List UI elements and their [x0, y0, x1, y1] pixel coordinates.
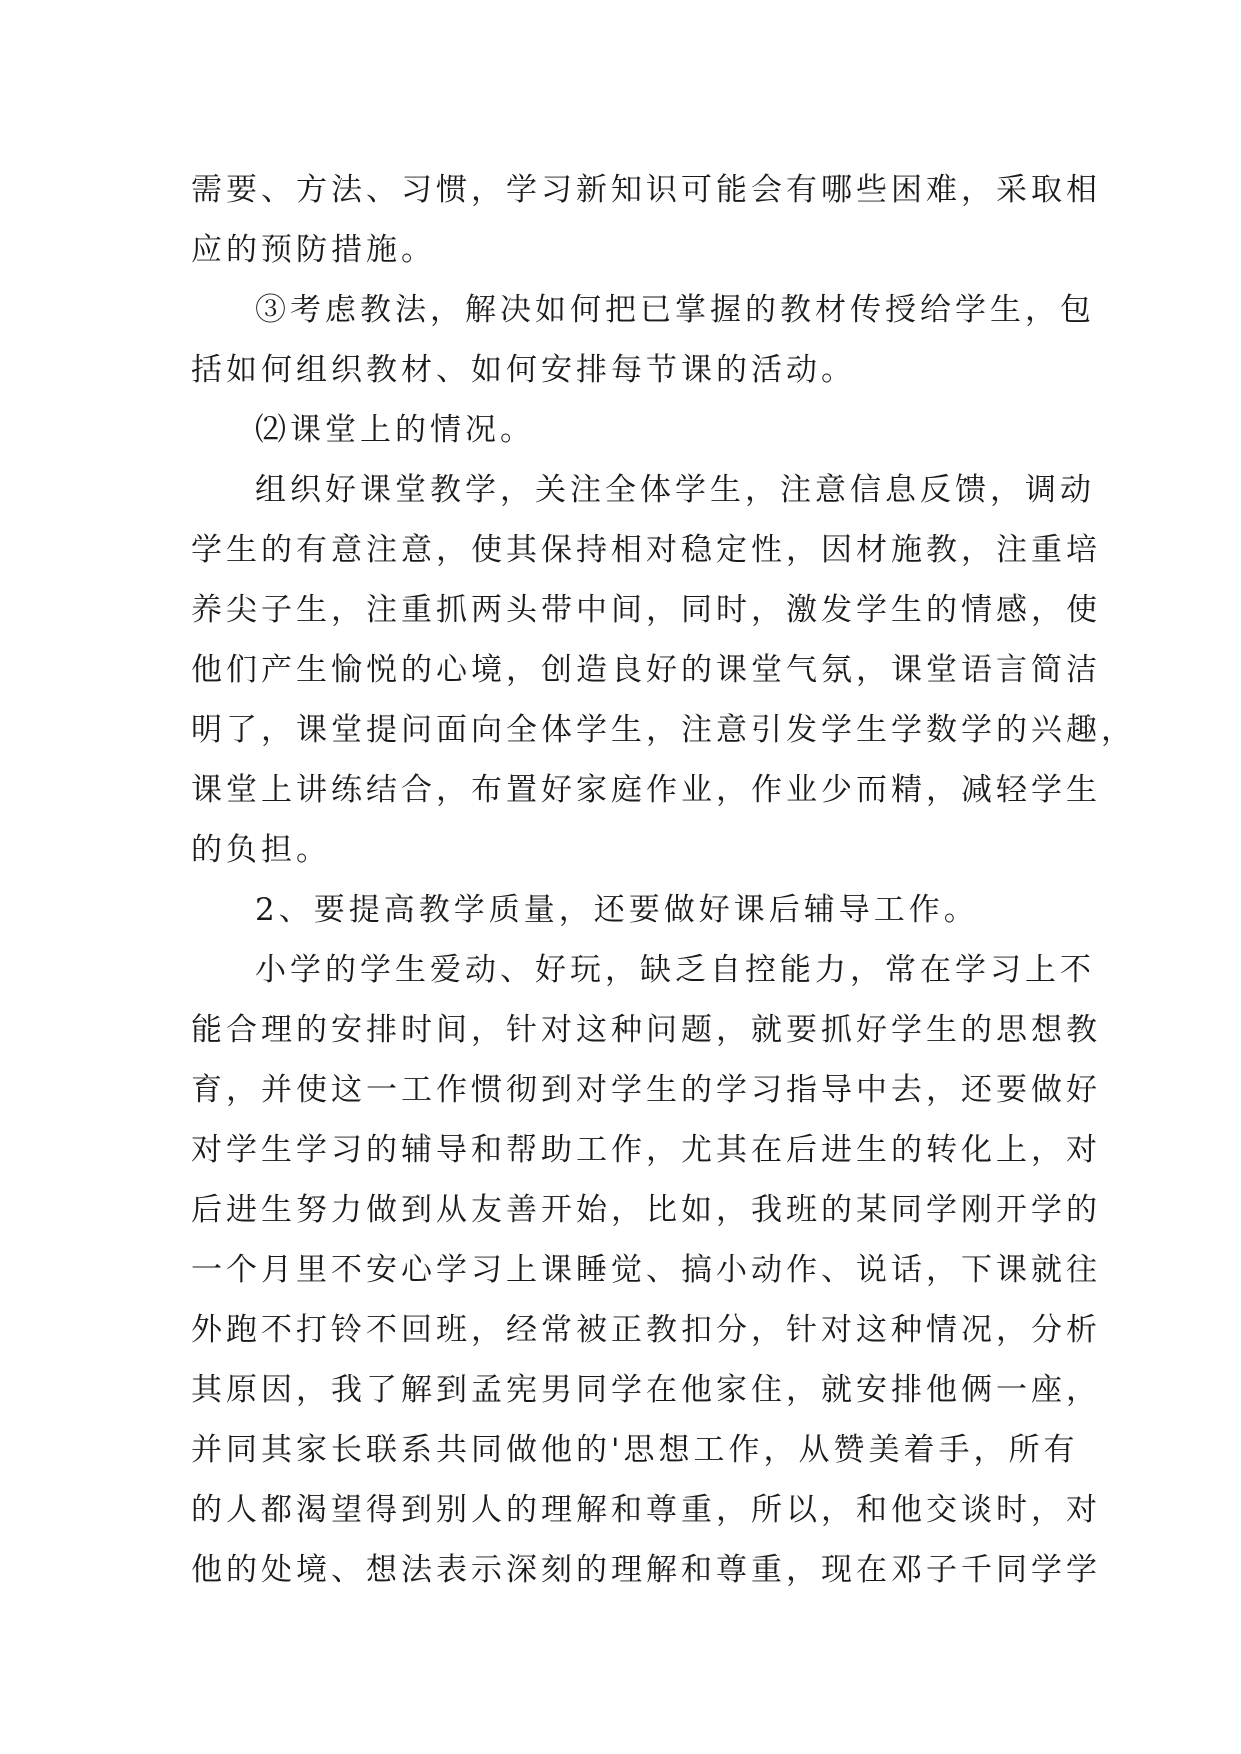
text-line: 小学的学生爱动、好玩，缺乏自控能力，常在学习上不 — [255, 952, 1095, 988]
paragraph-5 — [191, 880, 1051, 940]
paragraph-4 — [191, 460, 1136, 880]
text-line: 后进生努力做到从友善开始，比如，我班的某同学刚开学的 — [191, 1192, 1101, 1228]
text-line: 明了，课堂提问面向全体学生，注意引发学生学数学的兴趣， — [191, 712, 1136, 748]
text-line: 并同其家长联系共同做他的'思想工作，从赞美着手，所有 — [191, 1432, 1079, 1468]
text-line: 外跑不打铃不回班，经常被正教扣分，针对这种情况，分析 — [191, 1312, 1101, 1348]
paragraph-3 — [191, 400, 1051, 460]
paragraph-1 — [191, 160, 1101, 280]
text-line: 的人都渴望得到别人的理解和尊重，所以，和他交谈时，对 — [191, 1492, 1101, 1528]
text-line: 一个月里不安心学习上课睡觉、搞小动作、说话，下课就往 — [191, 1252, 1101, 1288]
text-line: 应的预防措施。 — [191, 232, 436, 268]
text-line: 课堂上讲练结合，布置好家庭作业，作业少而精，减轻学生 — [191, 772, 1101, 808]
text-line: 学生的有意注意，使其保持相对稳定性，因材施教，注重培 — [191, 532, 1101, 568]
text-line: 育，并使这一工作惯彻到对学生的学习指导中去，还要做好 — [191, 1072, 1101, 1108]
text-line: 组织好课堂教学，关注全体学生，注意信息反馈，调动 — [255, 472, 1095, 508]
text-line: ③考虑教法，解决如何把已掌握的教材传授给学生，包 — [255, 292, 1095, 328]
section-heading: ⑵课堂上的情况。 — [255, 412, 535, 448]
text-line: 他们产生愉悦的心境，创造良好的课堂气氛，课堂语言简洁 — [191, 652, 1101, 688]
section-heading: 2、要提高教学质量，还要做好课后辅导工作。 — [255, 892, 979, 928]
text-line: 其原因，我了解到孟宪男同学在他家住，就安排他俩一座， — [191, 1372, 1101, 1408]
text-line: 他的处境、想法表示深刻的理解和尊重，现在邓子千同学学 — [191, 1552, 1101, 1588]
paragraph-6 — [191, 940, 1101, 1600]
text-line: 养尖子生，注重抓两头带中间，同时，激发学生的情感，使 — [191, 592, 1101, 628]
text-line: 需要、方法、习惯，学习新知识可能会有哪些困难，采取相 — [191, 172, 1101, 208]
document-body — [191, 160, 1136, 1600]
paragraph-2 — [191, 280, 1095, 400]
text-line: 对学生学习的辅导和帮助工作，尤其在后进生的转化上，对 — [191, 1132, 1101, 1168]
text-line: 能合理的安排时间，针对这种问题，就要抓好学生的思想教 — [191, 1012, 1101, 1048]
text-line: 的负担。 — [191, 832, 331, 868]
text-line: 括如何组织教材、如何安排每节课的活动。 — [191, 352, 856, 388]
